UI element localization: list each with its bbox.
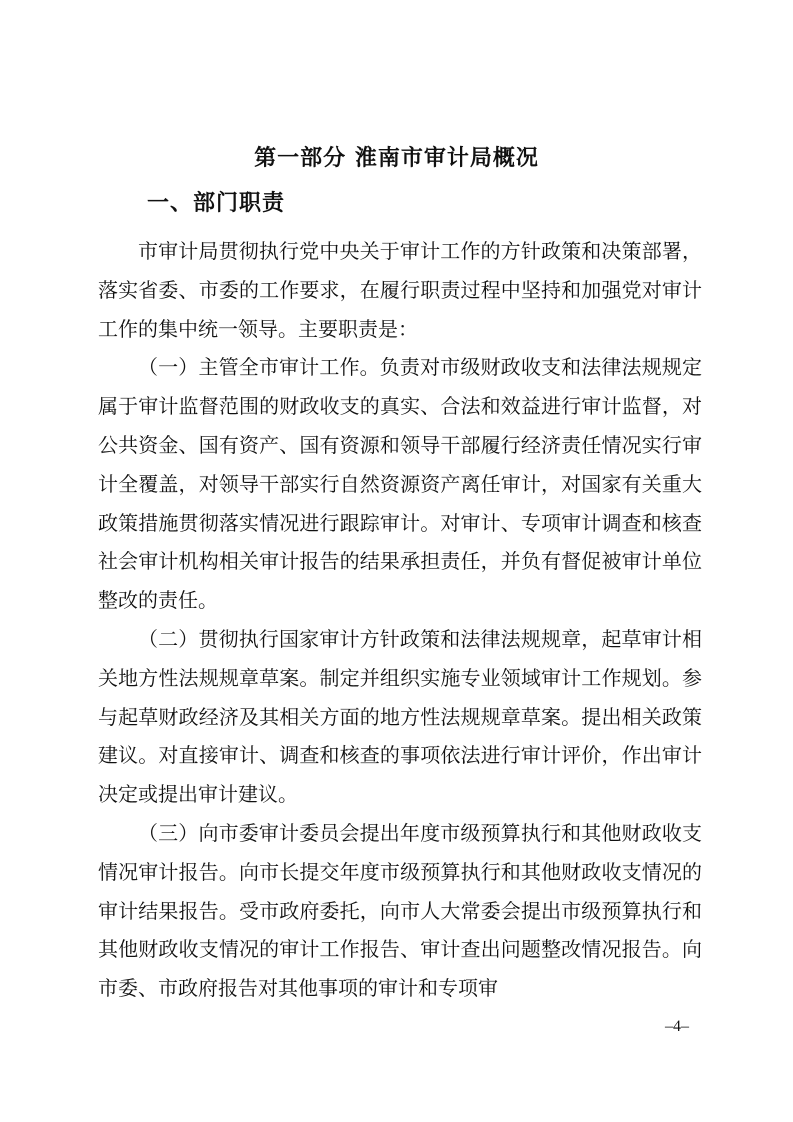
page-title: 第一部分 淮南市审计局概况 <box>254 146 539 171</box>
section-heading: 一、部门职责 <box>147 191 286 216</box>
body-text <box>98 232 702 1008</box>
paragraph-duty-2: （二）贯彻执行国家审计方针政策和法律法规规章，起草审计相关地方性法规规章草案。制定并组织实施专业领域审计工作规划。参与起草财政经济及其相关方面的地方性法规规章草案。提出相关政策建议。对直接审计、调查和核查的事项依法进行审计评价，作出审计决定或提出审计建议。 <box>98 626 702 807</box>
paragraph-intro: 市审计局贯彻执行党中央关于审计工作的方针政策和决策部署，落实省委、市委的工作要求，在履行职责过程中坚持和加强党对审计工作的集中统一领导。主要职责是： <box>98 239 702 341</box>
paragraph-duty-3: （三）向市委审计委员会提出年度市级预算执行和其他财政收支情况审计报告。向市长提交年度市级预算执行和其他财政收支情况的审计结果报告。受市政府委托，向市人大常委会提出市级预算执行和其他财政收支情况的审计工作报告、审计查出问题整改情况报告。向市委、市政府报告对其他事项的审计和专项审 <box>98 820 702 1001</box>
paragraph-duty-1: （一）主管全市审计工作。负责对市级财政收支和法律法规规定属于审计监督范围的财政收支的真实、合法和效益进行审计监督，对公共资金、国有资产、国有资源和领导干部履行经济责任情况实行审计全覆盖，对领导干部实行自然资源资产离任审计，对国家有关重大政策措施贯彻落实情况进行跟踪审计。对审计、专项审计调查和核查社会审计机构相关审计报告的结果承担责任，并负有督促被审计单位整改的责任。 <box>98 355 702 613</box>
page-number: –4– <box>665 1018 689 1035</box>
